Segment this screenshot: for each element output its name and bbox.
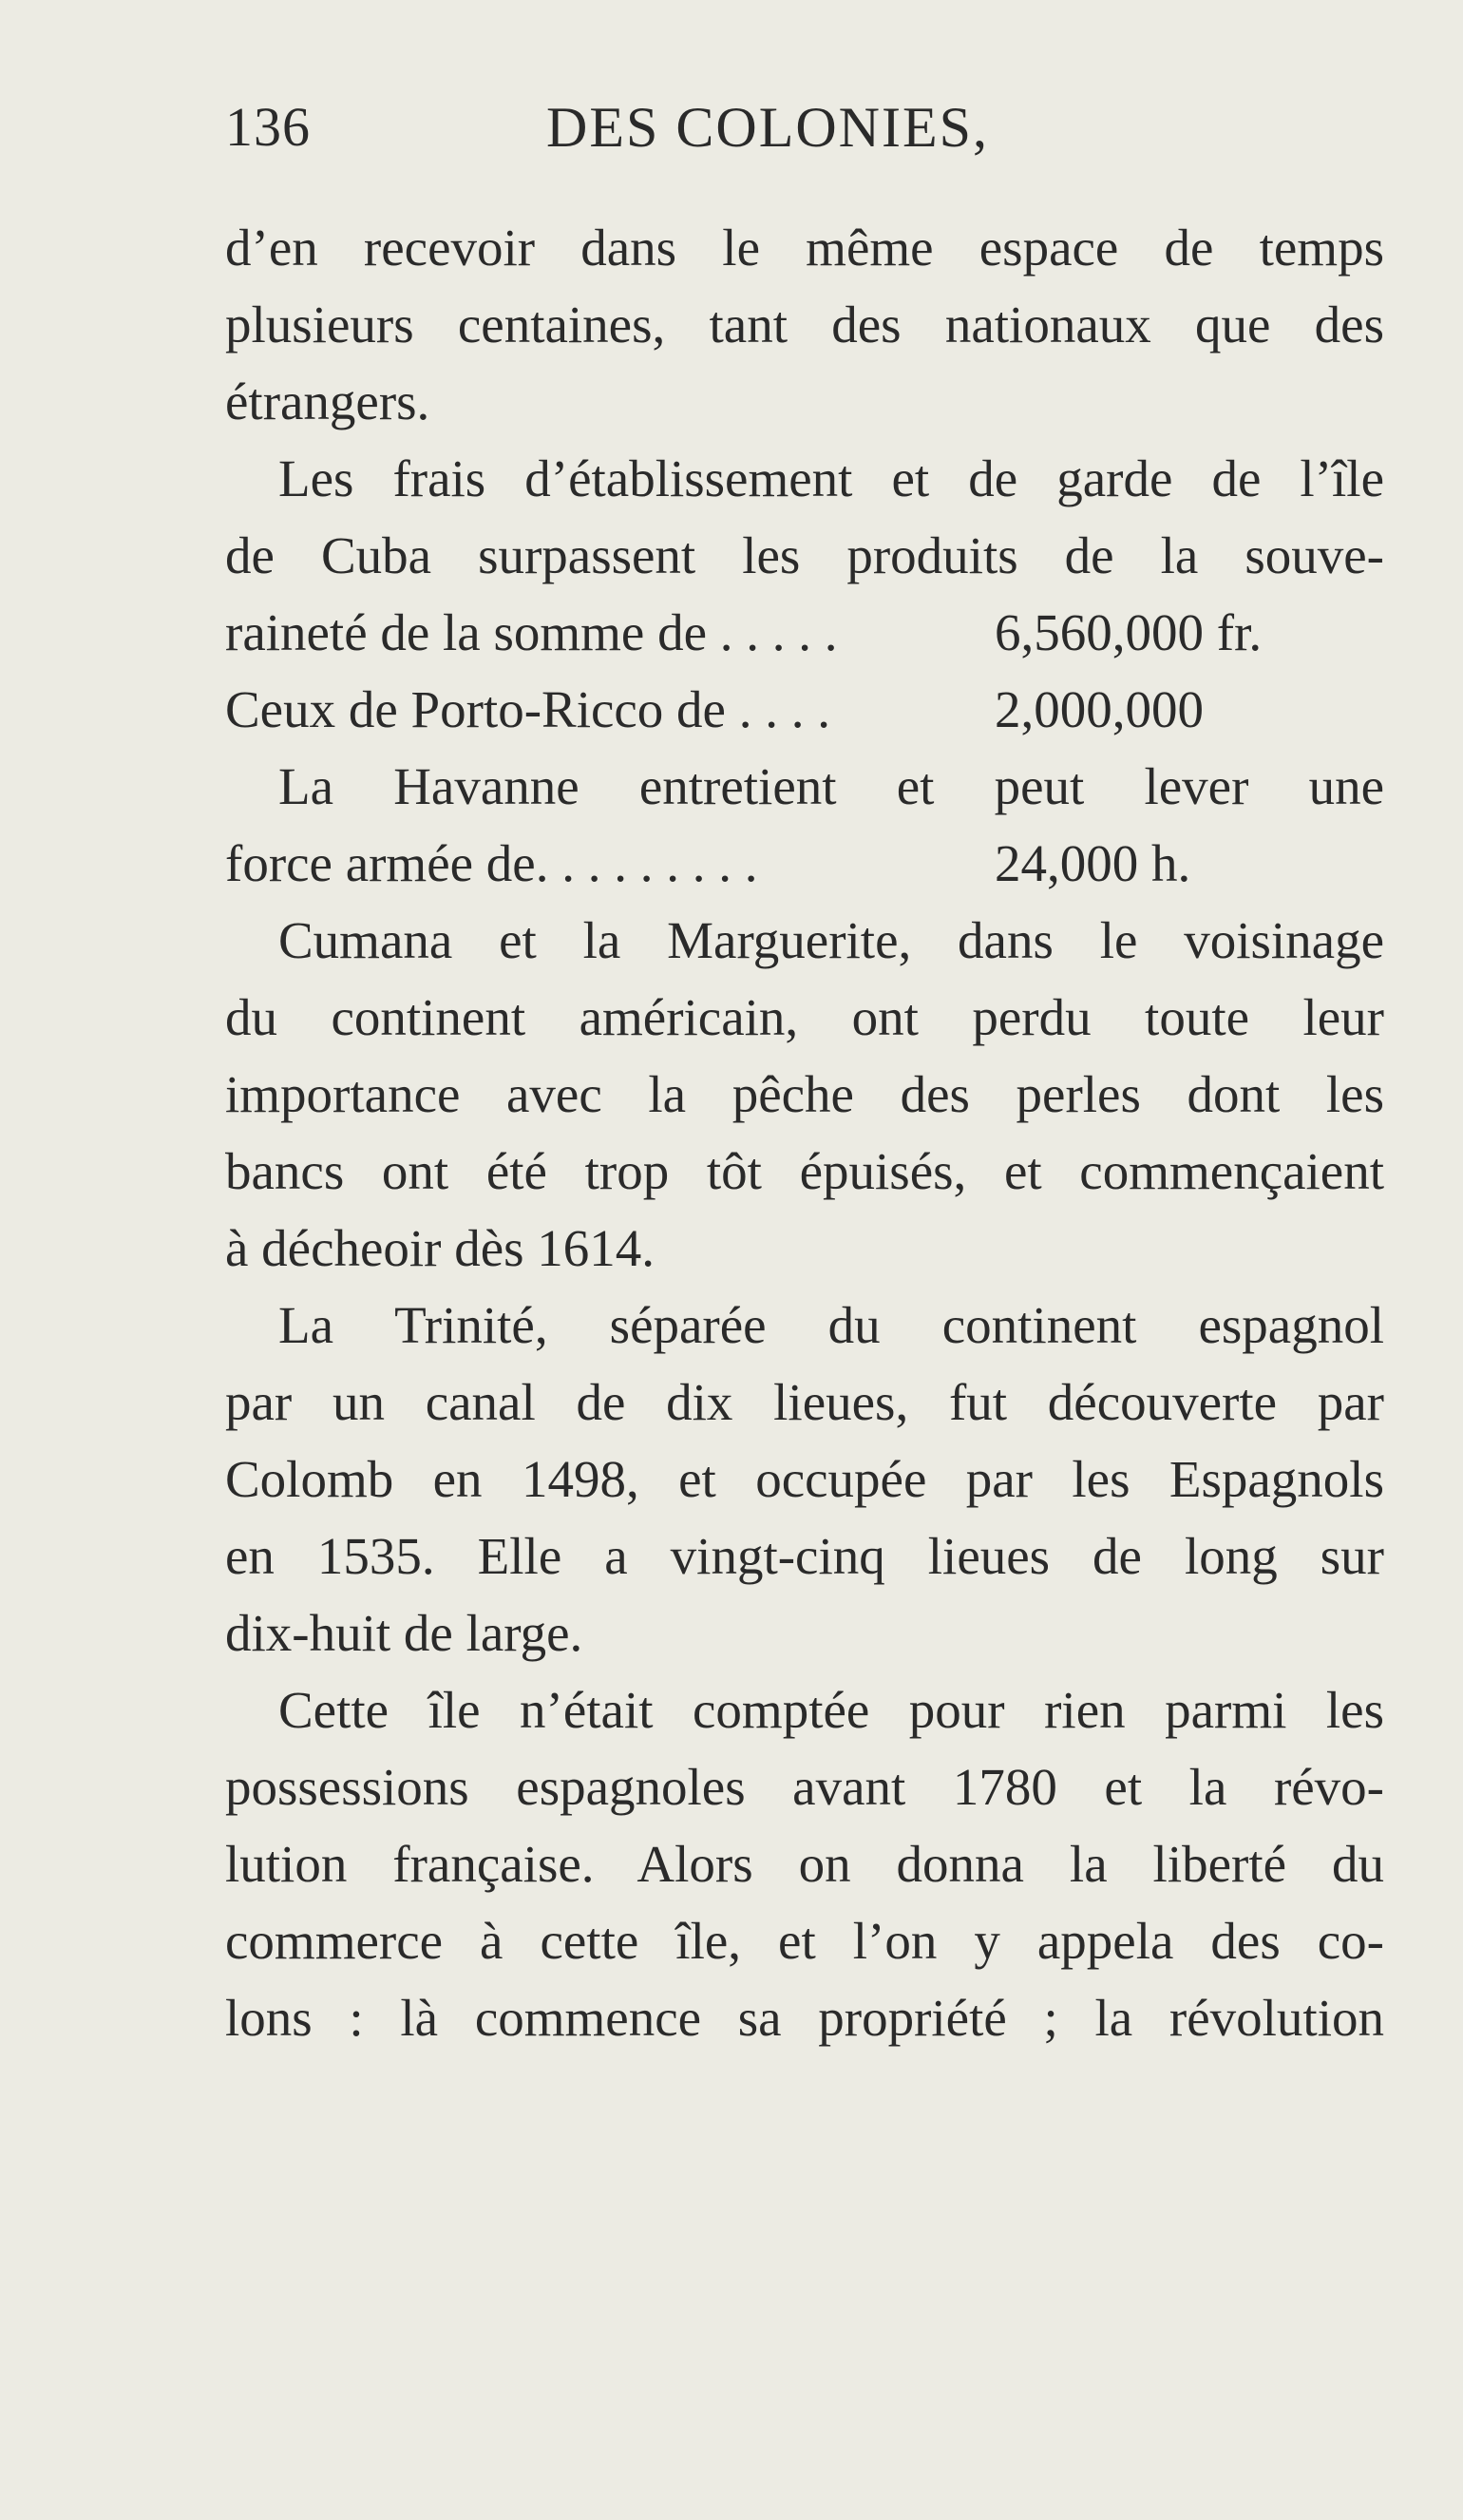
body-text: [225, 209, 1384, 2056]
text-line: en 1535. Elle a vingt-cinq lieues de long sur: [225, 1527, 1384, 1585]
ledger-line: [225, 594, 1384, 671]
ledger-line: [225, 671, 1384, 748]
page-header: [0, 95, 1463, 171]
text-line: étrangers.: [225, 372, 430, 430]
text-line: Les frais d’établissement et de garde de l’île: [278, 449, 1384, 507]
text-line: Colomb en 1498, et occupée par les Espagnols: [225, 1450, 1384, 1508]
text-line: plusieurs centaines, tant des nationaux que des: [225, 296, 1384, 353]
text-line: de Cuba surpassent les produits de la souve-: [225, 526, 1384, 584]
text-line: commerce à cette île, et l’on y appela des co-: [225, 1912, 1384, 1970]
ledger-label: force armée de. . . . . . . . .: [225, 834, 758, 892]
ledger-label: Ceux de Porto-Ricco de . . . .: [225, 680, 830, 738]
text-line: Cette île n’était comptée pour rien parmi les: [278, 1681, 1384, 1739]
page-number: 136: [225, 96, 311, 158]
text-line: Cumana et la Marguerite, dans le voisinage: [278, 911, 1384, 969]
text-line: à décheoir dès 1614.: [225, 1219, 656, 1277]
running-title: DES COLONIES,: [546, 96, 990, 159]
text-line: La Havanne entretient et peut lever une: [278, 757, 1384, 815]
text-line: d’en recevoir dans le même espace de temps: [225, 219, 1384, 277]
text-line: La Trinité, séparée du continent espagnol: [278, 1296, 1384, 1354]
ledger-amount: 24,000 h.: [995, 834, 1191, 892]
text-line: du continent américain, ont perdu toute leur: [225, 988, 1384, 1046]
text-line: par un canal de dix lieues, fut découverte par: [225, 1373, 1384, 1431]
text-line: importance avec la pêche des perles dont les: [225, 1065, 1384, 1123]
text-line: possessions espagnoles avant 1780 et la révo-: [225, 1758, 1384, 1816]
text-line: dix-huit de large.: [225, 1604, 583, 1662]
ledger-amount: 2,000,000: [995, 680, 1204, 738]
ledger-amount: 6,560,000 fr.: [995, 603, 1263, 661]
text-line: bancs ont été trop tôt épuisés, et commençaient: [225, 1142, 1384, 1200]
text-line: lons : là commence sa propriété ; la révolution: [225, 1989, 1384, 2047]
ledger-line: [225, 825, 1384, 902]
text-line: lution française. Alors on donna la liberté du: [225, 1835, 1384, 1893]
ledger-label: raineté de la somme de . . . . .: [225, 603, 838, 661]
